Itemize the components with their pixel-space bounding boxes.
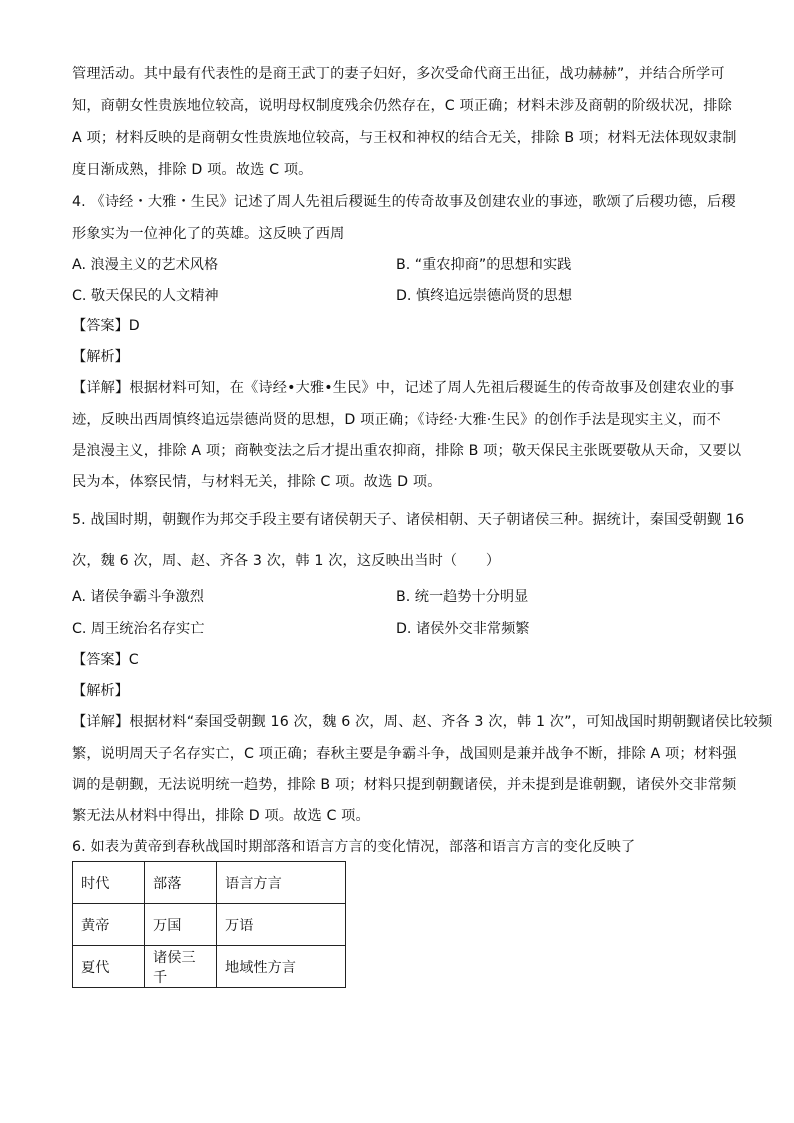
table-cell: 夏代 [73,946,145,988]
q5-option-a: A. 诸侯争霸斗争激烈 [72,589,204,605]
q3-analysis-line: A 项；材料反映的是商朝女性贵族地位较高，与王权和神权的结合无关，排除 B 项；材料无法体现奴隶制 [72,130,737,146]
q4-option-a: A. 浪漫主义的艺术风格 [72,257,219,273]
q5-detail-line: 【详解】根据材料“秦国受朝觐 16 次，魏 6 次，周、赵、齐各 3 次，韩 1 次”，可知战国时期朝觐诸侯比较频 [72,714,773,730]
table-cell: 地域性方言 [217,946,346,988]
table-cell: 万语 [217,904,346,946]
table-row [73,946,346,988]
table-cell: 诸侯三千 [145,946,217,988]
q4-stem-line: 形象实为一位神化了的英雄。这反映了西周 [72,226,345,242]
q4-option-c: C. 敬天保民的人文精神 [72,288,219,304]
q4-option-d: D. 慎终追远崇德尚贤的思想 [396,288,573,304]
q5-answer: 【答案】C [72,652,139,668]
table-cell: 黄帝 [73,904,145,946]
q4-detail-line: 民为本，体察民情，与材料无关，排除 C 项。故选 D 项。 [72,474,442,490]
q5-detail-line: 调的是朝觐，无法说明统一趋势，排除 B 项；材料只提到朝觐诸侯，并未提到是谁朝觐，诸侯外交非常频 [72,777,737,793]
q5-option-c: C. 周王统治名存实亡 [72,621,205,637]
table-header-cell: 时代 [73,862,145,904]
table-cell: 万国 [145,904,217,946]
q4-detail-line: 迹，反映出西周慎终追远崇德尚贤的思想，D 项正确；《诗经·大雅·生民》的创作手法是现实主义，而不 [72,412,721,428]
q5-stem-line: 次，魏 6 次，周、赵、齐各 3 次，韩 1 次，这反映出当时（ ） [72,553,501,569]
q6-table [72,861,346,988]
q3-analysis-line: 知，商朝女性贵族地位较高，说明母权制度残余仍然存在，C 项正确；材料未涉及商朝的阶级状况，排除 [72,98,732,114]
q4-detail-line: 是浪漫主义，排除 A 项；商鞅变法之后才提出重农抑商，排除 B 项；敬天保民主张既要敬从天命，又要以 [72,443,742,459]
q4-analysis-label: 【解析】 [72,349,129,365]
q5-detail-line: 繁，说明周天子名存实亡，C 项正确；春秋主要是争霸斗争，战国则是兼并战争不断，排除 A 项；材料强 [72,746,737,762]
q6-stem: 6. 如表为黄帝到春秋战国时期部落和语言方言的变化情况，部落和语言方言的变化反映了 [72,839,636,855]
q4-option-b: B. “重农抑商”的思想和实践 [396,257,572,273]
q4-detail-line: 【详解】根据材料可知，在《诗经•大雅•生民》中，记述了周人先祖后稷诞生的传奇故事及创建农业的事 [72,380,735,396]
q5-detail-line: 繁无法从材料中得出，排除 D 项。故选 C 项。 [72,808,370,824]
q5-stem-line: 5. 战国时期，朝觐作为邦交手段主要有诸侯朝天子、诸侯相朝、天子朝诸侯三种。据统计，秦国受朝觐 16 [72,512,745,528]
q4-answer: 【答案】D [72,318,140,334]
table-header-row [73,862,346,904]
q4-stem-line: 4. 《诗经・大雅・生民》记述了周人先祖后稷诞生的传奇故事及创建农业的事迹，歌颂了后稷功德，后稷 [72,194,736,210]
table-header-cell: 部落 [145,862,217,904]
q5-option-d: D. 诸侯外交非常频繁 [396,621,530,637]
q3-analysis-line: 度日渐成熟，排除 D 项。故选 C 项。 [72,162,313,178]
q3-analysis-line: 管理活动。其中最有代表性的是商王武丁的妻子妇好，多次受命代商王出征，战功赫赫”，并结合所学可 [72,66,725,82]
q5-option-b: B. 统一趋势十分明显 [396,589,529,605]
q5-analysis-label: 【解析】 [72,683,129,699]
table-header-cell: 语言方言 [217,862,346,904]
table-row [73,904,346,946]
